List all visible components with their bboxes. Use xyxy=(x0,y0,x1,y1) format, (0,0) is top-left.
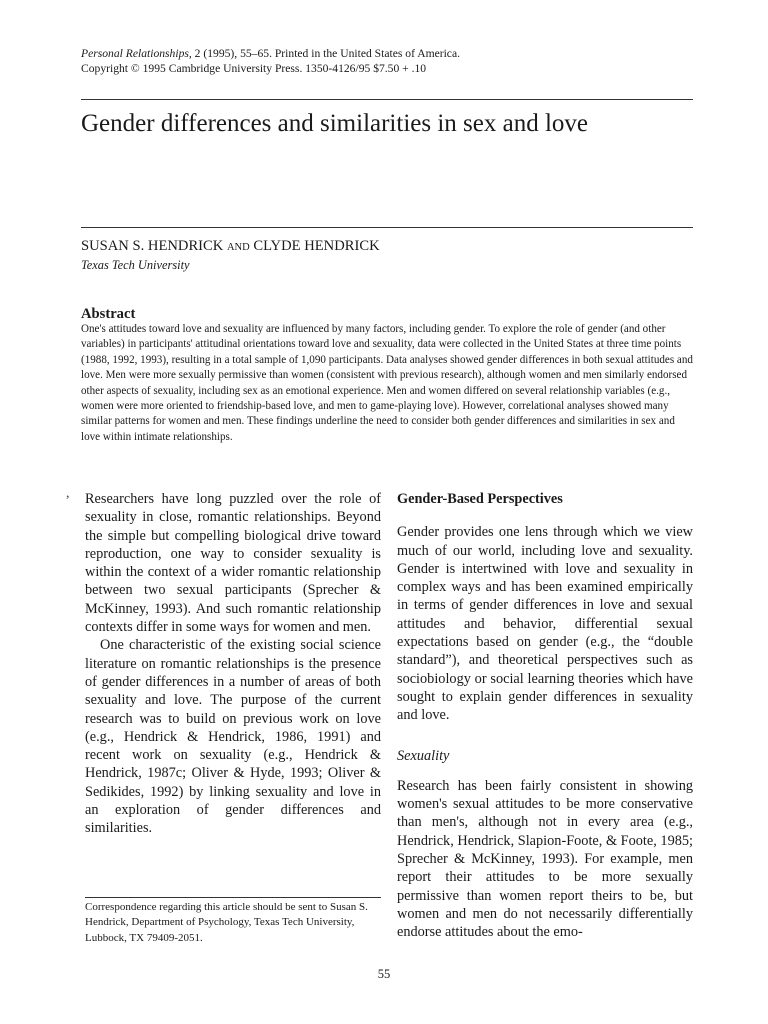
section-heading: Gender-Based Perspectives xyxy=(397,491,563,507)
abstract-text: One's attitudes toward love and sexuality are influenced by many factors, including gender. To explore the role of gender (and other variables) in participants' attitudinal orientations toward love and sexuality, data were collected in the United States at three time points (1988, 1992, 1993), resulting in a total sample of 1,090 participants. Data analyses showed gender differences in both sexual attitudes and love. Men were more sexually permissive than women (consistent with previous research), although women and men similarly endorsed other aspects of sexuality, including sex as an emotional experience. Men and women differed on several relationship variables (e.g., women were more oriented to friendship-based love, and men to game-playing love). However, correlational analyses showed many similar patterns for women and men. These findings underline the need to consider both gender differences and similarities in sex and love within intimate relationships. xyxy=(81,323,693,443)
citation-line xyxy=(81,46,460,61)
top-rule xyxy=(81,99,693,100)
intro-paragraph-2: One characteristic of the existing social science literature on romantic relationships is the presence of gender differences in a number of areas of both sexuality and love. The purpose of the current research was to build on previous work on love (e.g., Hendrick & Hendrick, 1986, 1991) and recent work on sexuality (e.g., Hendrick & Hendrick, 1987c; Oliver & Hyde, 1993; Oliver & Sedikides, 1992) by linking sexuality and love in an exploration of gender differences and similarities. xyxy=(85,637,381,837)
author-1: SUSAN S. HENDRICK xyxy=(81,238,224,254)
affiliation: Texas Tech University xyxy=(81,258,190,272)
page-number: 55 xyxy=(377,967,391,981)
author-2: CLYDE HENDRICK xyxy=(253,238,380,254)
left-column xyxy=(85,490,381,838)
article-title: Gender differences and similarities in sex and love xyxy=(81,110,589,137)
intro-paragraph-1: Researchers have long puzzled over the role of sexuality in close, romantic relationships. Beyond the simple but compelling biological drive toward reproduction, one way to consider sexuality is within the context of a wider romantic relationship between two sexual participants (Sprecher & McKinney, 1993). And such romantic relationship contexts differ in some ways for women and men. xyxy=(85,491,381,636)
abstract-heading: Abstract xyxy=(81,306,136,322)
author-conjunction: AND xyxy=(226,242,250,253)
subsection-paragraph-1: Research has been fairly consistent in showing women's sexual attitudes to be more conservative than men's, although not in every area (e.g., Hendrick, Hendrick, Slapion-Foote, & Foote, 1985; Sprecher & McKinney, 1993). For example, men report their attitudes to be more sexually permissive than women report theirs to be, but women and men do not necessarily differentially endorse attitudes about the emo- xyxy=(397,777,693,941)
citation-details: 2 (1995), 55–65. Printed in the United States of America. xyxy=(191,47,460,60)
subsection-heading: Sexuality xyxy=(397,747,450,764)
right-column xyxy=(397,490,693,942)
journal-name: Personal Relationships, xyxy=(81,47,192,60)
running-header xyxy=(81,46,460,76)
footnote: Correspondence regarding this article should be sent to Susan S. Hendrick, Department of Psychology, Texas Tech University, Lubbock, TX 79409-2051. xyxy=(85,901,368,944)
title-rule xyxy=(81,227,693,228)
section-paragraph-1: Gender provides one lens through which we view much of our world, including love and sexuality. Gender is intertwined with love and sexuality in complex ways and has been examined empirically in terms of gender differences in love and sexual attitudes and behavior, differential sexual expectations based on gender (e.g., the “double standard”), and theoretical perspectives such as sociobiology or social learning theories which have sought to explain gender differences in sexuality and love. xyxy=(397,524,693,724)
margin-mark: , xyxy=(66,486,70,501)
footnote-rule xyxy=(85,897,381,898)
copyright-line: Copyright © 1995 Cambridge University Press. 1350-4126/95 $7.50 + .10 xyxy=(81,62,427,75)
author-line xyxy=(81,238,380,255)
